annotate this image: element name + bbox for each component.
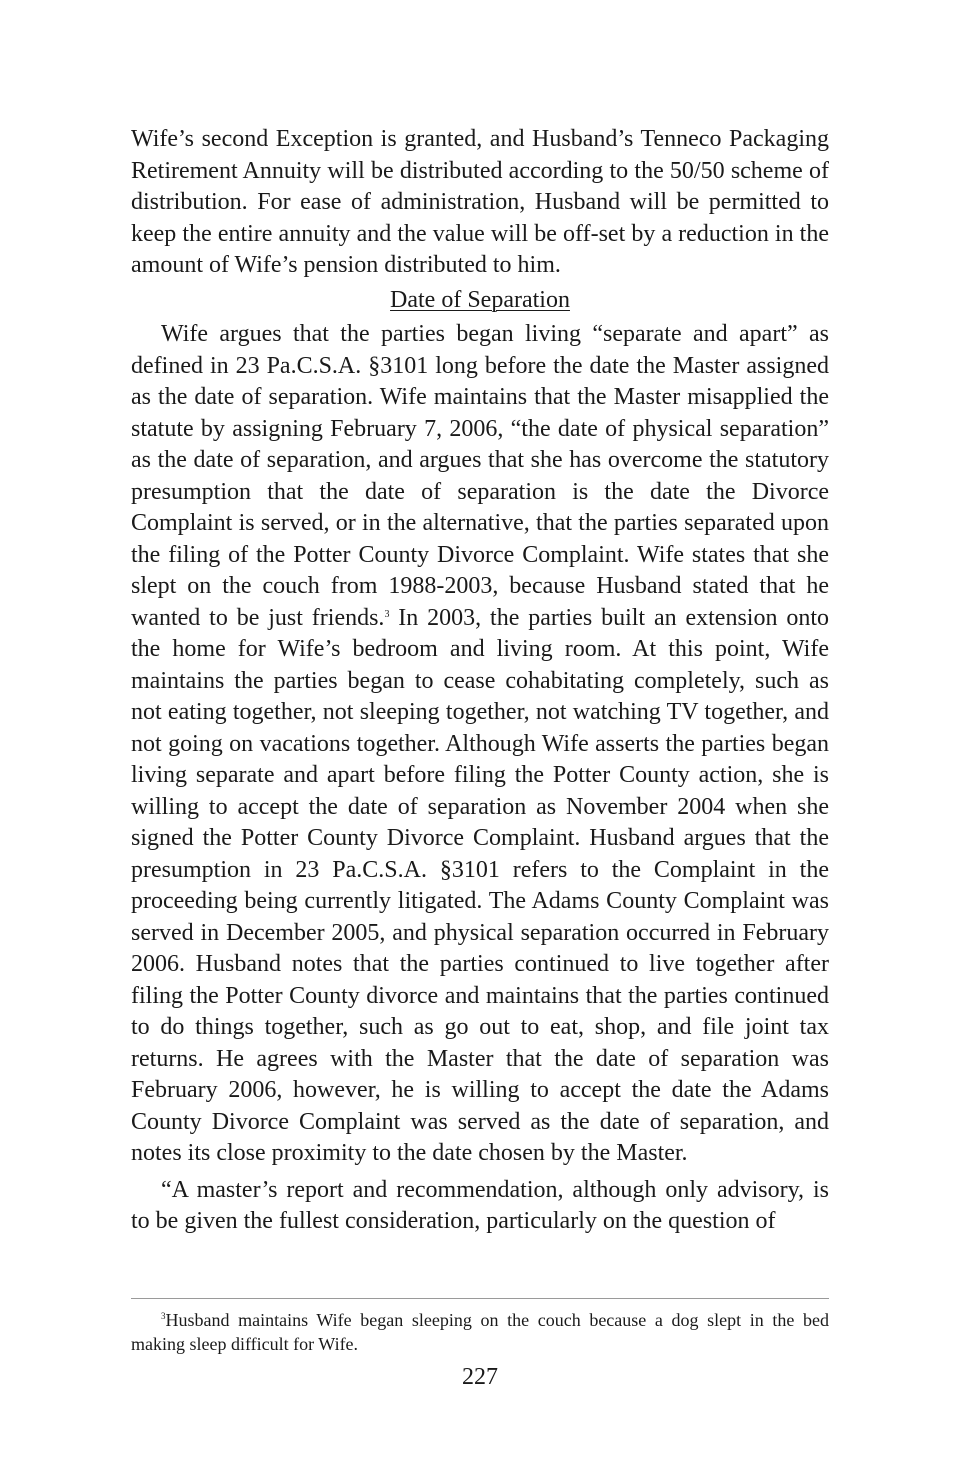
final-paragraph: “A master’s report and recommendation, although only advisory, is to be given the fullest consideration, particularly on the question of	[131, 1176, 829, 1234]
footnote-reference: 3	[384, 608, 390, 620]
footnote	[131, 1308, 829, 1356]
intro-paragraph: Wife’s second Exception is granted, and Husband’s Tenneco Packaging Retirement Annuity will be distributed according to the 50/50 scheme of distribution. For ease of administration, Husband will be permitted to keep the entire annuity and the value will be off-set by a reduction in the amount of Wife’s pension distributed to him.	[131, 126, 829, 278]
main-paragraph	[131, 319, 829, 1170]
page-number: 227	[462, 1364, 498, 1390]
main-paragraph-part-2: In 2003, the parties built an extension onto the home for Wife’s bedroom and living room. At this point, Wife maintains the parties began to cease cohabitating completely, such as not eating together, not sleeping together, not watching TV together, and not going on vacations together. Although Wife asserts the parties began living separate and apart before filing the Potter County action, she is willing to accept the date of separation as November 2004 when she signed the Potter County Divorce Complaint. Husband argues that the presumption in 23 Pa.C.S.A. §3101 refers to the Complaint in the proceeding being currently litigated. The Adams County Complaint was served in December 2005, and physical separation occurred in February 2006. Husband notes that the parties continued to live together after filing the Potter County divorce and maintains that the parties continued to do things together, such as go out to eat, shop, and file joint tax returns. He agrees with the Master that the date of separation was February 2006, however, he is willing to accept the date the Adams County Divorce Complaint was served as the date of separation, and notes its close proximity to the date chosen by the Master.	[131, 604, 829, 1166]
section-heading: Date of Separation	[390, 286, 570, 313]
page-body	[131, 124, 829, 1238]
footnote-text: Husband maintains Wife began sleeping on the couch because a dog slept in the bed making sleep difficult for Wife.	[131, 1310, 829, 1354]
body-text	[131, 124, 829, 1238]
footnote-divider	[131, 1298, 829, 1299]
main-paragraph-part-1: Wife argues that the parties began living “separate and apart” as defined in 23 Pa.C.S.A. §3101 long before the date the Master assigned as the date of separation. Wife maintains that the Master misapplied the statute by assigning February 7, 2006, “the date of physical separation” as the date of separation, and argues that she has overcome the statutory presumption that the date of separation is the date the Divorce Complaint is served, or in the alternative, that the parties separated upon the filing of the Potter County Divorce Complaint. Wife states that she slept on the couch from 1988-2003, because Husband stated that he wanted to be just friends.	[131, 321, 829, 631]
footnote-marker: 3	[161, 1311, 166, 1321]
